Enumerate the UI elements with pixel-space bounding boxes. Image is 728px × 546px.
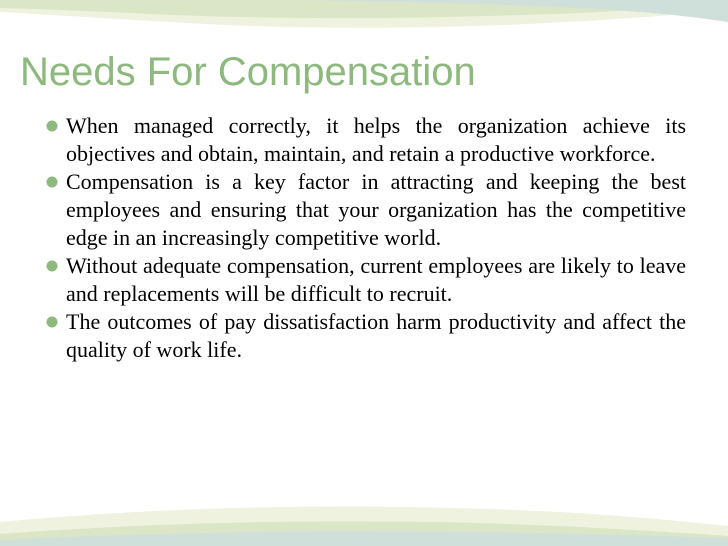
circle-bullet-icon [46,316,58,328]
circle-bullet-icon [46,260,58,272]
bullet-text: When managed correctly, it helps the organization achieve its objectives and obtain, maintain, and retain a productive workforce. [66,113,686,166]
bullet-text: The outcomes of pay dissatisfaction harm productivity and affect the quality of work life. [66,309,686,362]
bullet-text: Without adequate compensation, current employees are likely to leave and replacements will be difficult to recruit. [66,253,686,306]
list-item [0,308,728,364]
bottom-decorative-band [0,486,728,546]
bullet-text: Compensation is a key factor in attracting and keeping the best employees and ensuring that your organization has the competitive edge in an increasingly competitive world. [66,169,686,250]
circle-bullet-icon [46,176,58,188]
slide-title: Needs For Compensation [20,50,476,94]
bullet-list [0,112,728,364]
circle-bullet-icon [46,120,58,132]
list-item [0,112,728,168]
list-item [0,168,728,252]
list-item [0,252,728,308]
